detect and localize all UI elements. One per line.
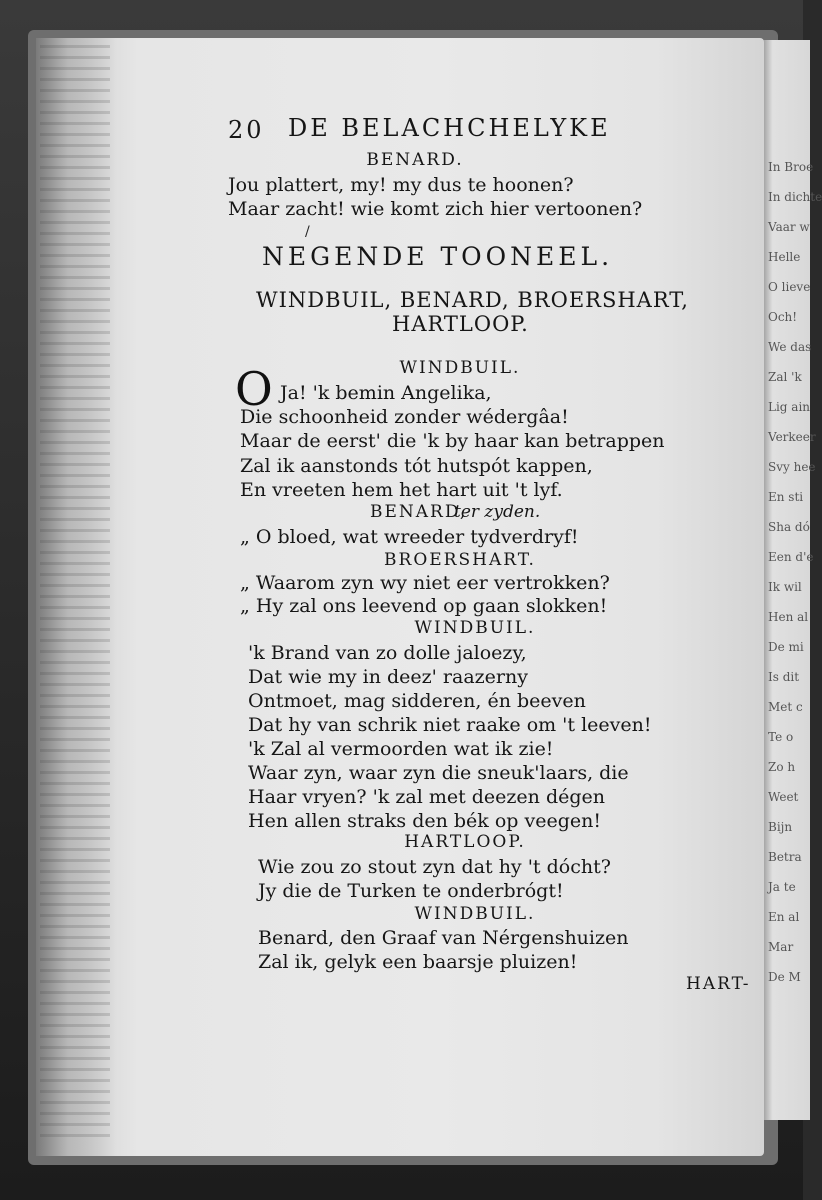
verse-line: Zal ik, gelyk een baarsje pluizen!	[258, 951, 578, 973]
speaker-label: BROERSHART.	[384, 550, 536, 570]
running-title: DE BELACHCHELYKE	[288, 114, 611, 142]
dramatis-personae: WINDBUIL, BENARD, BROERSHART,	[256, 288, 689, 312]
verse-line: Jou plattert, my! my dus te hoonen?	[228, 174, 574, 196]
facing-page-fragment: Vaar w	[768, 220, 810, 234]
facing-page-fragment: De mi	[768, 640, 804, 654]
verse-line: „ Hy zal ons leevend op gaan slokken!	[240, 595, 608, 617]
facing-page-fragment: Ik wil	[768, 580, 802, 594]
facing-page-fragment: In dichte	[768, 190, 822, 204]
speaker-label: WINDBUIL.	[399, 358, 521, 378]
verse-line: Die schoonheid zonder wédergâa!	[240, 406, 569, 428]
verse-line: Ontmoet, mag sidderen, én beeven	[248, 690, 586, 712]
page-number: 20	[228, 116, 265, 144]
facing-page-fragment: Svy hee	[768, 460, 816, 474]
facing-page-fragment: Helle	[768, 250, 801, 264]
catchword: HART-	[686, 974, 751, 994]
facing-page-fragment: We das	[768, 340, 812, 354]
drop-cap: O	[235, 362, 273, 416]
facing-page-fragment: Hen al	[768, 610, 809, 624]
stage-direction: ter zyden.	[454, 502, 541, 522]
facing-page-fragment: Weet	[768, 790, 799, 804]
facing-page-fragment: Betra	[768, 850, 802, 864]
verse-line: „ O bloed, wat wreeder tydverdryf!	[240, 526, 579, 548]
facing-page-fragment: Zal 'k	[768, 370, 802, 384]
facing-page-fragment: Lig ain	[768, 400, 811, 414]
speaker-label: BENARD,	[370, 502, 468, 522]
verse-line: Maar de eerst' die 'k by haar kan betrappen	[240, 430, 665, 452]
verse-line: Haar vryen? 'k zal met deezen dégen	[248, 786, 606, 808]
margin-mark: /	[305, 224, 310, 240]
verse-line: Jy die de Turken te onderbrógt!	[258, 880, 564, 902]
dramatis-personae: HARTLOOP.	[392, 312, 529, 336]
facing-page-fragment: En al	[768, 910, 800, 924]
facing-page-fragment: Sha dó	[768, 520, 810, 534]
verse-line: Dat wie my in deez' raazerny	[248, 666, 528, 688]
verse-line: Zal ik aanstonds tót hutspót kappen,	[240, 455, 593, 477]
verse-line: Hen allen straks den bék op veegen!	[248, 810, 601, 832]
verse-line: Benard, den Graaf van Nérgenshuizen	[258, 927, 629, 949]
scene-title: NEGENDE TOONEEL.	[262, 242, 614, 271]
facing-page-fragment: Ja te	[768, 880, 796, 894]
verse-line: Ja! 'k bemin Angelika,	[280, 382, 492, 404]
facing-page-fragment: Te o	[768, 730, 794, 744]
facing-page-fragment: O lieve	[768, 280, 811, 294]
facing-page-fragment: Och!	[768, 310, 798, 324]
facing-page-fragment: De M	[768, 970, 801, 984]
facing-page-fragment: Zo h	[768, 760, 796, 774]
verse-line: 'k Zal al vermoorden wat ik zie!	[248, 738, 554, 760]
facing-page-fragment: In Broe	[768, 160, 814, 174]
verse-line: En vreeten hem het hart uit 't lyf.	[240, 479, 563, 501]
speaker-label: HARTLOOP.	[404, 832, 526, 852]
speaker-label: WINDBUIL.	[414, 904, 536, 924]
deckled-page-edge	[40, 45, 110, 1145]
verse-line: „ Waarom zyn wy niet eer vertrokken?	[240, 572, 610, 594]
facing-page-fragment: En sti	[768, 490, 804, 504]
facing-page-fragment: Bijn	[768, 820, 793, 834]
verse-line: Waar zyn, waar zyn die sneuk'laars, die	[248, 762, 629, 784]
verse-line: Wie zou zo stout zyn dat hy 't dócht?	[258, 856, 611, 878]
verse-line: Dat hy van schrik niet raake om 't leeven!	[248, 714, 652, 736]
facing-page-fragment: Een d'e	[768, 550, 814, 564]
speaker-label: BENARD.	[366, 150, 464, 170]
verse-line: Maar zacht! wie komt zich hier vertoonen?	[228, 198, 643, 220]
speaker-label: WINDBUIL.	[414, 618, 536, 638]
facing-page-fragment: Mar	[768, 940, 794, 954]
verse-line: 'k Brand van zo dolle jaloezy,	[248, 642, 527, 664]
facing-page-fragment: Met c	[768, 700, 803, 714]
facing-page-fragment: Verkeer	[768, 430, 816, 444]
facing-page-fragment: Is dit	[768, 670, 800, 684]
